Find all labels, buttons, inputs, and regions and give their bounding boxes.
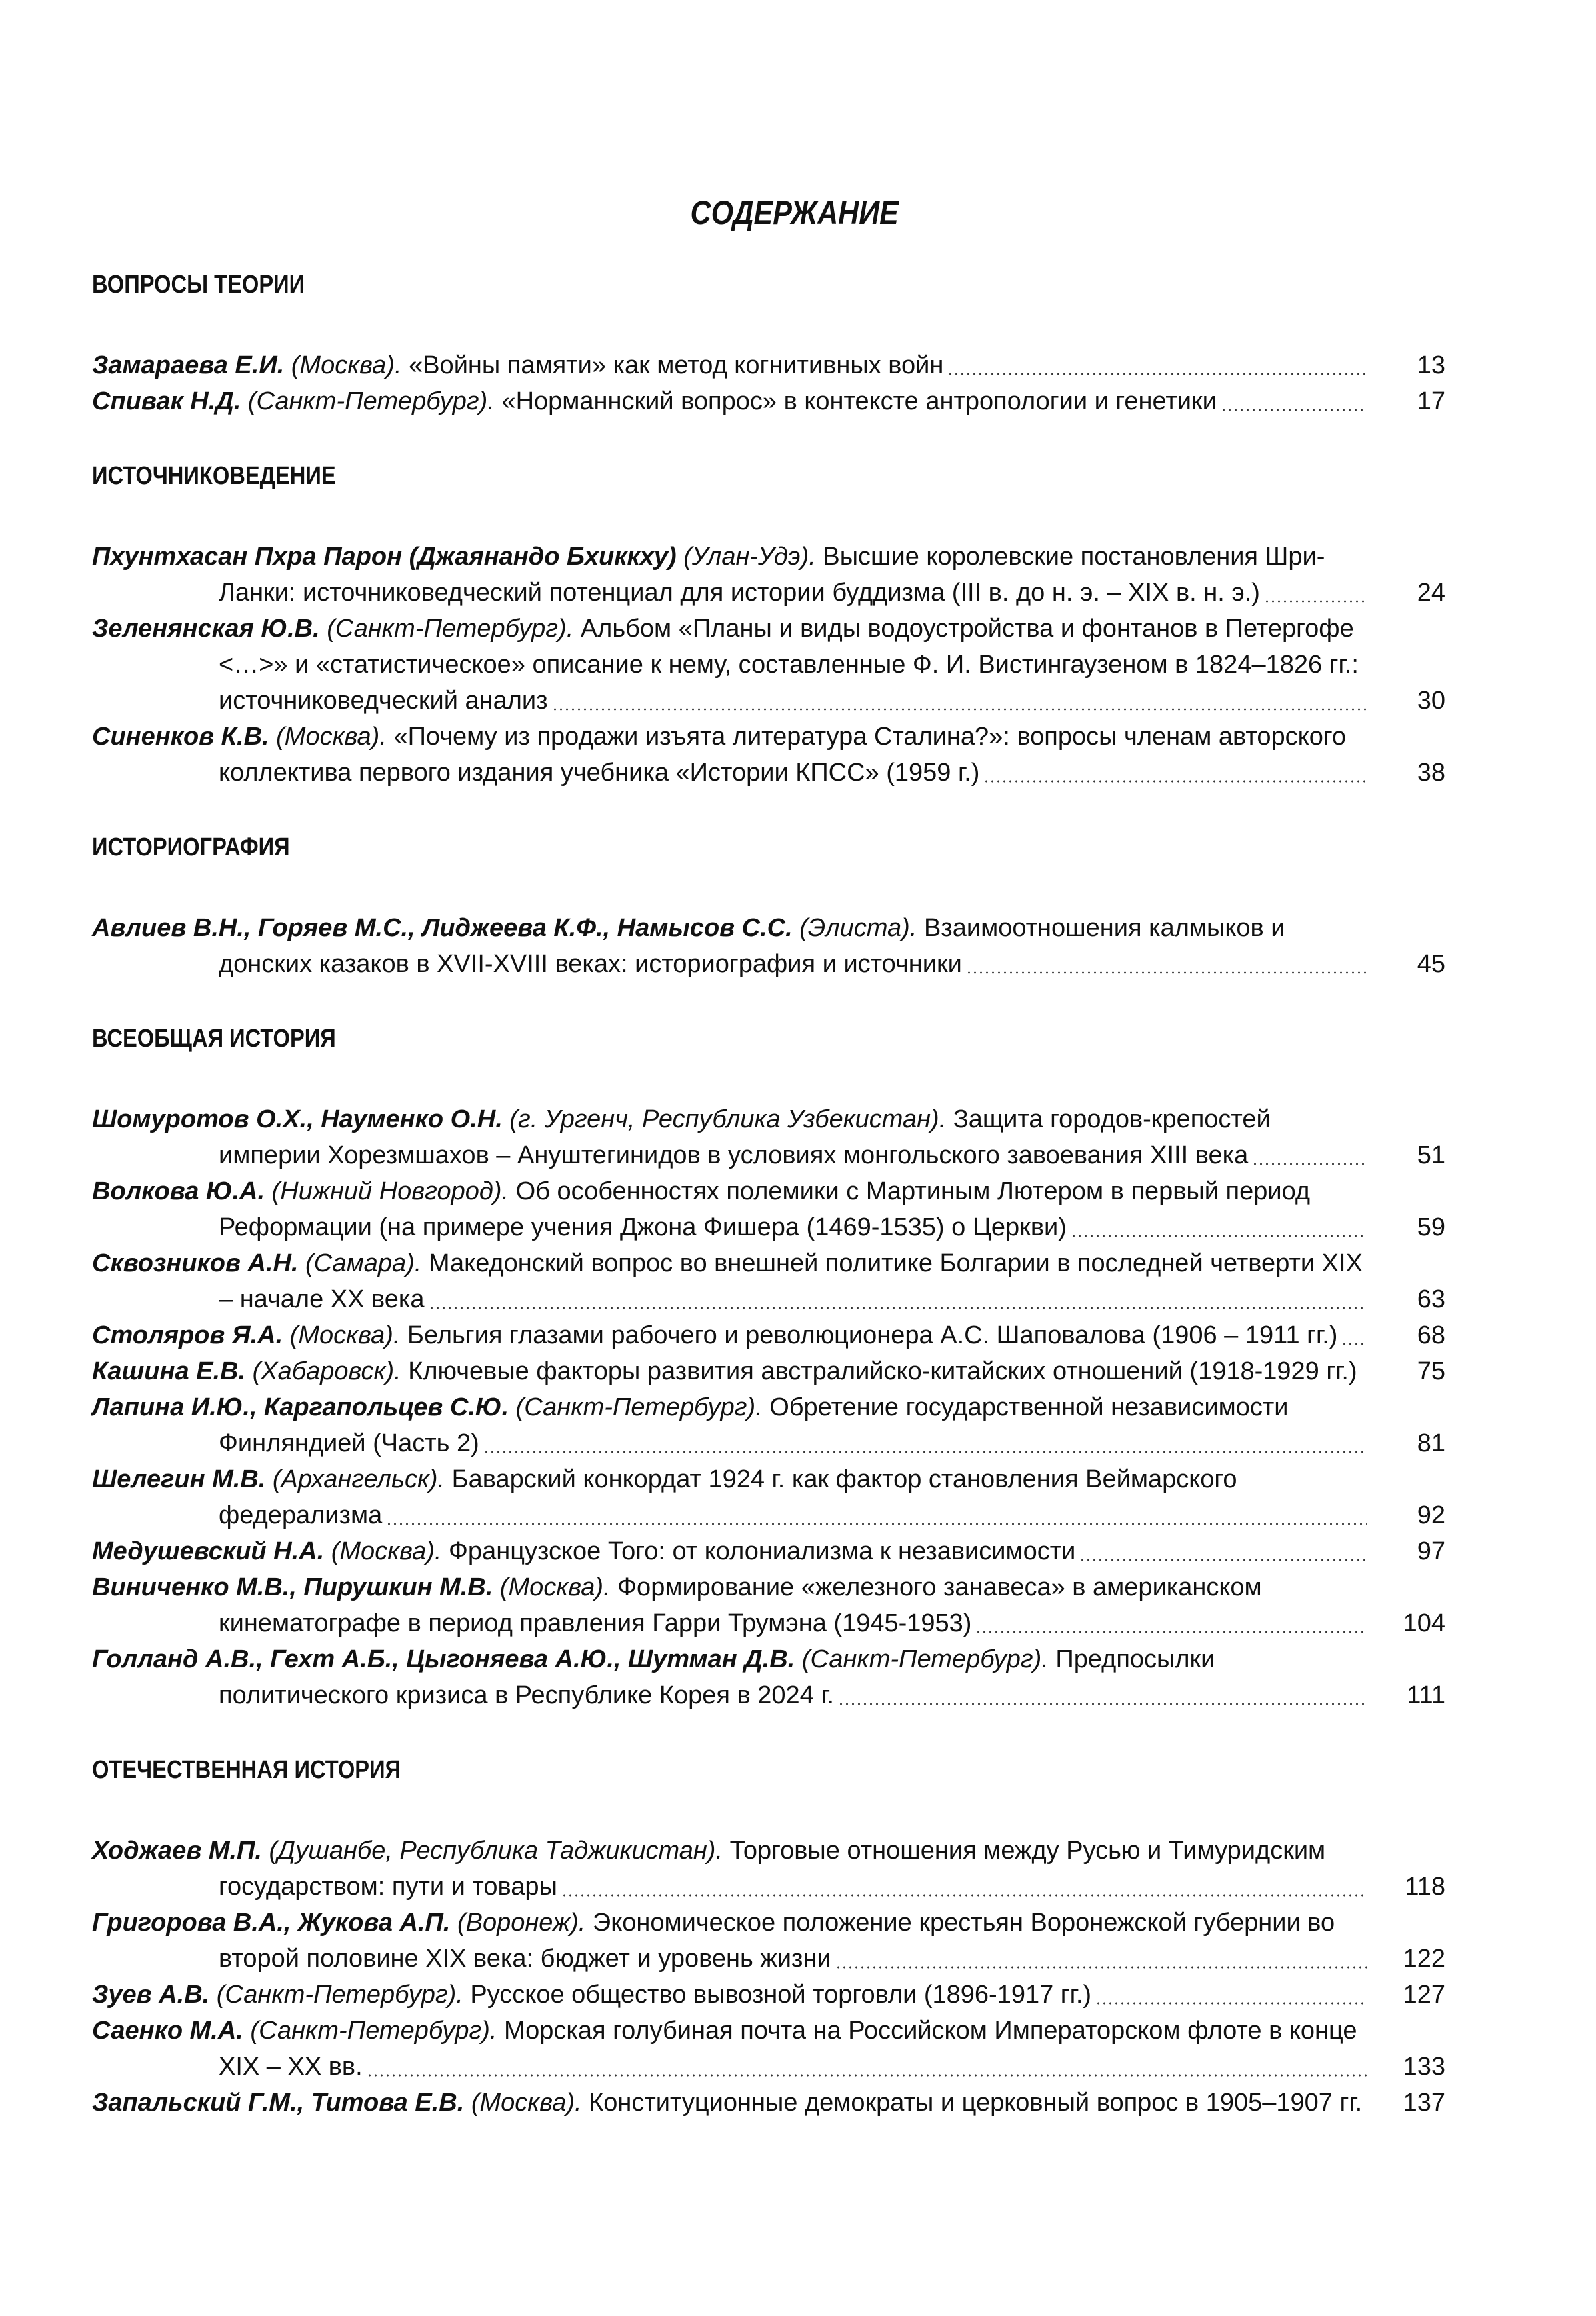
toc-entry[interactable] — [92, 1905, 1445, 1977]
dot-leader — [552, 708, 1367, 711]
page-title: СОДЕРЖАНИЕ — [690, 194, 899, 231]
entry-city: (Санкт-Петербург). — [247, 387, 502, 415]
toc-entry[interactable] — [92, 347, 1445, 383]
toc-entry[interactable] — [92, 1569, 1445, 1641]
toc-section — [92, 462, 1445, 791]
toc-entry[interactable] — [92, 910, 1445, 982]
entry-city: (Москва). — [276, 723, 394, 751]
entry-authors: Шомуротов О.Х., Науменко О.Н. — [92, 1105, 503, 1133]
entry-authors: Замараева Е.И. — [92, 351, 285, 379]
entry-page-number[interactable]: 137 — [1403, 2089, 1445, 2117]
entry-title[interactable]: Высшие королевские постановления Шри-Ланки: источниковедческий потенциал для истории буддизма (III в. до н. э. – XIX в. н. э.) — [219, 543, 1325, 607]
entry-city: (Санкт-Петербург). — [327, 615, 581, 643]
toc-entry[interactable] — [92, 1353, 1445, 1389]
entry-page-number[interactable]: 30 — [1417, 687, 1445, 715]
toc-sections — [92, 271, 1445, 2121]
dot-leader — [386, 1523, 1367, 1525]
dot-leader — [1341, 1343, 1367, 1345]
entry-page-number[interactable]: 38 — [1417, 759, 1445, 787]
toc-entry[interactable] — [92, 2085, 1445, 2121]
entry-authors: Голланд А.В., Гехт А.Б., Цыгоняева А.Ю., Шутман Д.В. — [92, 1645, 795, 1673]
entry-city: (Санкт-Петербург). — [250, 2017, 505, 2045]
dot-leader — [1095, 2002, 1367, 2005]
toc-section — [92, 833, 1445, 982]
entry-page-number[interactable]: 59 — [1417, 1213, 1445, 1241]
dot-leader — [367, 2074, 1367, 2077]
entry-title[interactable]: «Норманнский вопрос» в контексте антропологии и генетики — [501, 387, 1217, 415]
entry-city: (Архангельск). — [272, 1465, 452, 1493]
toc-entry[interactable] — [92, 2013, 1445, 2085]
dot-leader — [1079, 1559, 1367, 1561]
entry-title[interactable]: Ключевые факторы развития австралийско-китайских отношений (1918-1929 гг.) — [408, 1357, 1357, 1385]
dot-leader — [1221, 409, 1367, 411]
entry-page-number[interactable]: 92 — [1417, 1501, 1445, 1529]
entry-page-number[interactable]: 63 — [1417, 1285, 1445, 1313]
entry-city: (Москва). — [471, 2089, 589, 2117]
entry-title[interactable]: «Почему из продажи изъята литература Сталина?»: вопросы членам авторского коллектива первого издания учебника «Истории КПСС» (1959 г.) — [219, 723, 1346, 787]
entry-city: (Санкт-Петербург). — [216, 1981, 471, 2009]
dot-leader — [966, 971, 1367, 974]
toc-entry[interactable] — [92, 611, 1445, 719]
entry-title[interactable]: Торговые отношения между Русью и Тимуридским государством: пути и товары — [219, 1837, 1326, 1901]
dot-leader — [561, 1894, 1367, 1897]
entry-page-number[interactable]: 127 — [1403, 1981, 1445, 2009]
entry-title[interactable]: Французское Того: от колониализма к независимости — [449, 1537, 1076, 1565]
entry-city: (Москва). — [331, 1537, 449, 1565]
entry-authors: Виниченко М.В., Пирушкин М.В. — [92, 1573, 493, 1601]
dot-leader — [983, 780, 1367, 783]
entry-title[interactable]: Баварский конкордат 1924 г. как фактор становления Веймарского федерализма — [219, 1465, 1237, 1529]
toc-entry[interactable] — [92, 1173, 1445, 1245]
entry-text — [92, 383, 1365, 419]
entry-city: (Санкт-Петербург). — [515, 1393, 770, 1421]
section-heading: ИСТОЧНИКОВЕДЕНИЕ — [92, 462, 336, 490]
entry-title[interactable]: Взаимоотношения калмыков и донских казаков в XVII-XVIII веках: историография и источники — [219, 914, 1285, 978]
entry-authors: Ходжаев М.П. — [92, 1837, 262, 1865]
toc-entry[interactable] — [92, 383, 1445, 419]
entry-title[interactable]: Бельгия глазами рабочего и революционера А.С. Шаповалова (1906 – 1911 гг.) — [407, 1321, 1338, 1349]
toc-entry[interactable] — [92, 1533, 1445, 1569]
entry-city: (г. Ургенч, Республика Узбекистан). — [509, 1105, 953, 1133]
entry-title[interactable]: Формирование «железного занавеса» в американском кинематографе в период правления Гарри Трумэна (1945-1953) — [219, 1573, 1262, 1637]
entry-page-number[interactable]: 17 — [1417, 387, 1445, 415]
entry-page-number[interactable]: 81 — [1417, 1429, 1445, 1457]
entry-page-number[interactable]: 24 — [1417, 579, 1445, 607]
entry-authors: Зуев А.В. — [92, 1981, 210, 2009]
entry-authors: Зеленянская Ю.В. — [92, 615, 320, 643]
entry-title[interactable]: Конституционные демократы и церковный вопрос в 1905–1907 гг. — [589, 2089, 1363, 2117]
entry-page-number[interactable]: 111 — [1407, 1681, 1445, 1709]
entry-city: (Улан-Удэ). — [683, 543, 823, 571]
entry-city: (Москва). — [289, 1321, 408, 1349]
section-entries — [92, 910, 1445, 982]
toc-entry[interactable] — [92, 1317, 1445, 1353]
toc-section — [92, 1025, 1445, 1713]
entry-title[interactable]: Альбом «Планы и виды водоустройства и фонтанов в Петергофе <…>» и «статистическое» описание к нему, составленные Ф. И. Вистингаузеном в 1824–1826 гг.: источниковедческий анализ — [219, 615, 1359, 715]
entry-page-number[interactable]: 133 — [1403, 2053, 1445, 2081]
entry-page-number[interactable]: 75 — [1417, 1357, 1445, 1385]
entry-title[interactable]: Морская голубиная почта на Российском Императорском флоте в конце XIX – XX вв. — [219, 2017, 1357, 2081]
entry-text — [92, 611, 1365, 719]
toc-entry[interactable] — [92, 539, 1445, 611]
dot-leader — [975, 1631, 1367, 1633]
section-entries — [92, 539, 1445, 791]
entry-text — [92, 1101, 1365, 1173]
table-of-contents — [92, 193, 1445, 2121]
entry-authors: Григорова В.А., Жукова А.П. — [92, 1909, 451, 1937]
entry-city: (Нижний Новгород). — [271, 1177, 516, 1205]
dot-leader — [1252, 1163, 1367, 1165]
entry-title[interactable]: «Войны памяти» как метод когнитивных войн — [409, 351, 944, 379]
entry-page-number[interactable]: 104 — [1403, 1609, 1445, 1637]
entry-city: (Душанбе, Республика Таджикистан). — [269, 1837, 730, 1865]
entry-authors: Столяров Я.А. — [92, 1321, 283, 1349]
section-heading: ВОПРОСЫ ТЕОРИИ — [92, 271, 305, 299]
entry-authors: Шелегин М.В. — [92, 1465, 266, 1493]
entry-title[interactable]: Македонский вопрос во внешней политике Болгарии в последней четверти XIX – начале XX века — [219, 1249, 1363, 1313]
dot-leader — [483, 1451, 1367, 1453]
toc-section — [92, 1756, 1445, 2121]
entry-page-number[interactable]: 122 — [1403, 1945, 1445, 1973]
entry-authors: Лапина И.Ю., Каргапольцев С.Ю. — [92, 1393, 509, 1421]
dot-leader — [838, 1703, 1367, 1705]
entry-authors: Авлиев В.Н., Горяев М.С., Лиджеева К.Ф., Намысов С.С. — [92, 914, 793, 942]
entry-text — [92, 539, 1365, 611]
entry-text — [92, 347, 1365, 383]
toc-entry[interactable] — [92, 1101, 1445, 1173]
section-entries — [92, 347, 1445, 419]
section-heading: ВСЕОБЩАЯ ИСТОРИЯ — [92, 1025, 336, 1053]
toc-entry[interactable] — [92, 1977, 1445, 2013]
entry-text — [92, 1977, 1365, 2013]
entry-authors: Сквозников А.Н. — [92, 1249, 299, 1277]
entry-city: (Самара). — [305, 1249, 429, 1277]
dot-leader — [947, 373, 1367, 375]
entry-authors: Медушевский Н.А. — [92, 1537, 325, 1565]
entry-text — [92, 1533, 1365, 1569]
entry-page-number[interactable]: 45 — [1417, 950, 1445, 978]
entry-page-number[interactable]: 68 — [1417, 1321, 1445, 1349]
entry-city: (Москва). — [291, 351, 409, 379]
toc-entry[interactable] — [92, 1245, 1445, 1317]
entry-text — [92, 1353, 1365, 1389]
entry-page-number[interactable]: 51 — [1417, 1141, 1445, 1169]
entry-title[interactable]: Об особенностях полемики с Мартиным Лютером в первый период Реформации (на примере учения Джона Фишера (1469-1535) о Церкви) — [219, 1177, 1311, 1241]
toc-section — [92, 271, 1445, 419]
dot-leader — [429, 1307, 1367, 1309]
section-heading: ИСТОРИОГРАФИЯ — [92, 833, 290, 861]
entry-authors: Спивак Н.Д. — [92, 387, 241, 415]
dot-leader — [835, 1966, 1367, 1969]
entry-title[interactable]: Предпосылки политического кризиса в Республике Корея в 2024 г. — [219, 1645, 1215, 1709]
entry-city: (Элиста). — [799, 914, 924, 942]
dot-leader — [1071, 1235, 1367, 1237]
entry-title[interactable]: Обретение государственной независимости Финляндией (Часть 2) — [219, 1393, 1289, 1457]
entry-city: (Москва). — [499, 1573, 618, 1601]
toc-entry[interactable] — [92, 1389, 1445, 1461]
entry-city: (Хабаровск). — [252, 1357, 409, 1385]
entry-title[interactable]: Экономическое положение крестьян Воронежской губернии во второй половине XIX века: бюджет и уровень жизни — [219, 1909, 1335, 1973]
entry-title[interactable]: Защита городов-крепостей империи Хорезмшахов – Ануштегинидов в условиях монгольского завоевания XIII века — [219, 1105, 1271, 1169]
toc-entry[interactable] — [92, 1833, 1445, 1905]
entry-authors: Волкова Ю.А. — [92, 1177, 265, 1205]
entry-authors: Саенко М.А. — [92, 2017, 243, 2045]
toc-entry[interactable] — [92, 1641, 1445, 1713]
entry-text — [92, 1317, 1365, 1353]
entry-page-number[interactable]: 118 — [1405, 1873, 1445, 1901]
entry-page-number[interactable]: 13 — [1417, 351, 1445, 379]
section-heading: ОТЕЧЕСТВЕННАЯ ИСТОРИЯ — [92, 1756, 401, 1784]
toc-entry[interactable] — [92, 719, 1445, 791]
section-entries — [92, 1101, 1445, 1713]
section-entries — [92, 1833, 1445, 2121]
entry-city: (Санкт-Петербург). — [801, 1645, 1056, 1673]
entry-authors: Запальский Г.М., Титова Е.В. — [92, 2089, 465, 2117]
dot-leader — [1264, 600, 1367, 603]
entry-page-number[interactable]: 97 — [1417, 1537, 1445, 1565]
toc-entry[interactable] — [92, 1461, 1445, 1533]
entry-authors: Кашина Е.В. — [92, 1357, 246, 1385]
entry-title[interactable]: Русское общество вывозной торговли (1896-1917 гг.) — [470, 1981, 1092, 2009]
entry-authors: Синенков К.В. — [92, 723, 269, 751]
entry-authors: Пхунтхасан Пхра Парон (Джаянандо Бхиккху) — [92, 543, 677, 571]
entry-text — [92, 2085, 1365, 2121]
entry-city: (Воронеж). — [457, 1909, 593, 1937]
